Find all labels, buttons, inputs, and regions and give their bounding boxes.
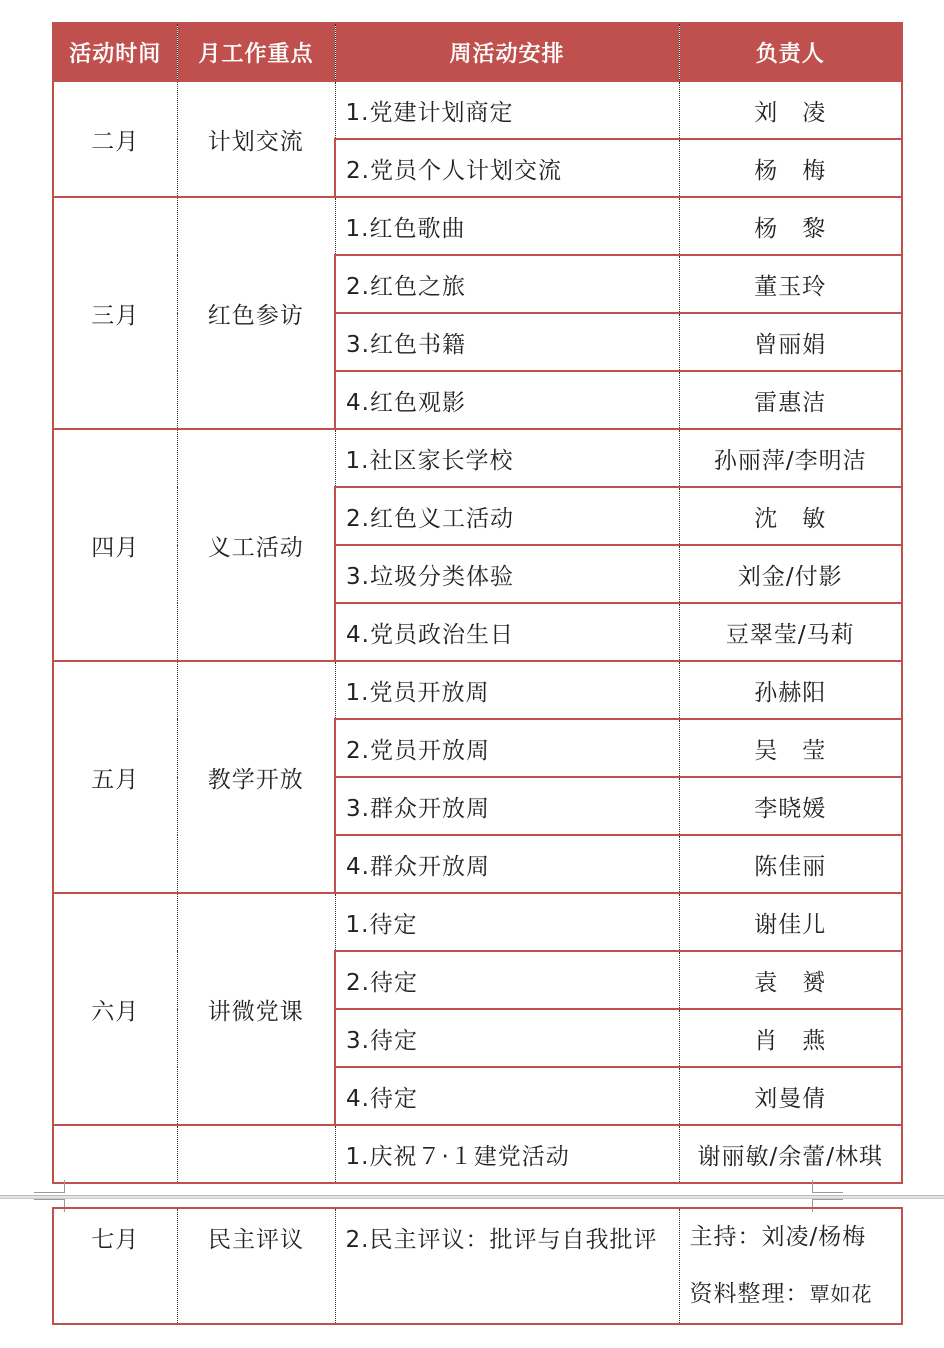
activity-cell: 2.待定 [335,951,679,1009]
activity-cell: 1.庆祝７·１建党活动 [335,1125,679,1183]
person-cell: 刘金/付影 [679,545,902,603]
activity-cell: 4.红色观影 [335,371,679,429]
focus-cell-empty [177,1125,335,1183]
corner-mark [812,1180,843,1193]
activity-cell: 2.红色义工活动 [335,487,679,545]
person-cell: 豆翠莹/马莉 [679,603,902,661]
table-row [53,197,902,255]
focus-cell: 红色参访 [177,197,335,429]
activity-cell: 1.待定 [335,893,679,951]
focus-cell: 民主评议 [177,1208,335,1324]
header-person-in-charge: 负责人 [679,23,902,81]
table-row-july-2 [53,1208,902,1324]
activity-cell: 2.红色之旅 [335,255,679,313]
table-row [53,81,902,139]
person-cell: 吴 莹 [679,719,902,777]
person-cell: 雷惠洁 [679,371,902,429]
header-weekly-activities: 周活动安排 [335,23,679,81]
schedule-table-continued [52,1207,903,1325]
activity-cell: 3.待定 [335,1009,679,1067]
activity-cell: 4.待定 [335,1067,679,1125]
host-text: 主持：刘凌/杨梅 [689,1224,867,1250]
person-cell: 刘曼倩 [679,1067,902,1125]
table-row [53,661,902,719]
person-cell: 肖 燕 [679,1009,902,1067]
activity-cell: 2.党员个人计划交流 [335,139,679,197]
activity-cell: 1.社区家长学校 [335,429,679,487]
corner-mark [34,1180,65,1193]
person-cell: 曾丽娟 [679,313,902,371]
person-cell: 杨 黎 [679,197,902,255]
table-row-july-1 [53,1125,902,1183]
activity-cell: 3.垃圾分类体验 [335,545,679,603]
person-cell: 孙赫阳 [679,661,902,719]
page-2 [0,1199,944,1348]
activity-cell: 1.党建计划商定 [335,81,679,139]
schedule-table [52,22,903,1184]
month-cell: 七月 [53,1208,177,1324]
person-cell: 陈佳丽 [679,835,902,893]
activity-cell: 4.群众开放周 [335,835,679,893]
activity-cell: 1.红色歌曲 [335,197,679,255]
month-cell: 二月 [53,81,177,197]
month-cell: 四月 [53,429,177,661]
organizer-name: 覃如花 [809,1282,873,1306]
focus-cell: 教学开放 [177,661,335,893]
activity-cell: 3.红色书籍 [335,313,679,371]
activity-cell: 4.党员政治生日 [335,603,679,661]
person-cell: 沈 敏 [679,487,902,545]
person-cell: 董玉玲 [679,255,902,313]
activity-cell: 1.党员开放周 [335,661,679,719]
person-cell [679,1208,902,1324]
person-cell: 刘 凌 [679,81,902,139]
activity-cell: 2.党员开放周 [335,719,679,777]
person-cell: 袁 赟 [679,951,902,1009]
header-monthly-focus: 月工作重点 [177,23,335,81]
organizer-label: 资料整理： [689,1281,810,1307]
person-cell: 李晓媛 [679,777,902,835]
table-row [53,893,902,951]
focus-cell: 讲微党课 [177,893,335,1125]
month-cell: 三月 [53,197,177,429]
person-cell: 杨 梅 [679,139,902,197]
focus-cell: 义工活动 [177,429,335,661]
table-header-row [53,23,902,81]
organizer-text [690,1266,902,1323]
month-cell-empty [53,1125,177,1183]
activity-cell: 2.民主评议：批评与自我批评 [335,1208,679,1324]
person-cell: 谢丽敏/余蕾/林琪 [679,1125,902,1183]
focus-cell: 计划交流 [177,81,335,197]
person-cell: 谢佳儿 [679,893,902,951]
table-row [53,429,902,487]
person-cell: 孙丽萍/李明洁 [679,429,902,487]
activity-cell: 3.群众开放周 [335,777,679,835]
month-cell: 六月 [53,893,177,1125]
month-cell: 五月 [53,661,177,893]
header-activity-time: 活动时间 [53,23,177,81]
